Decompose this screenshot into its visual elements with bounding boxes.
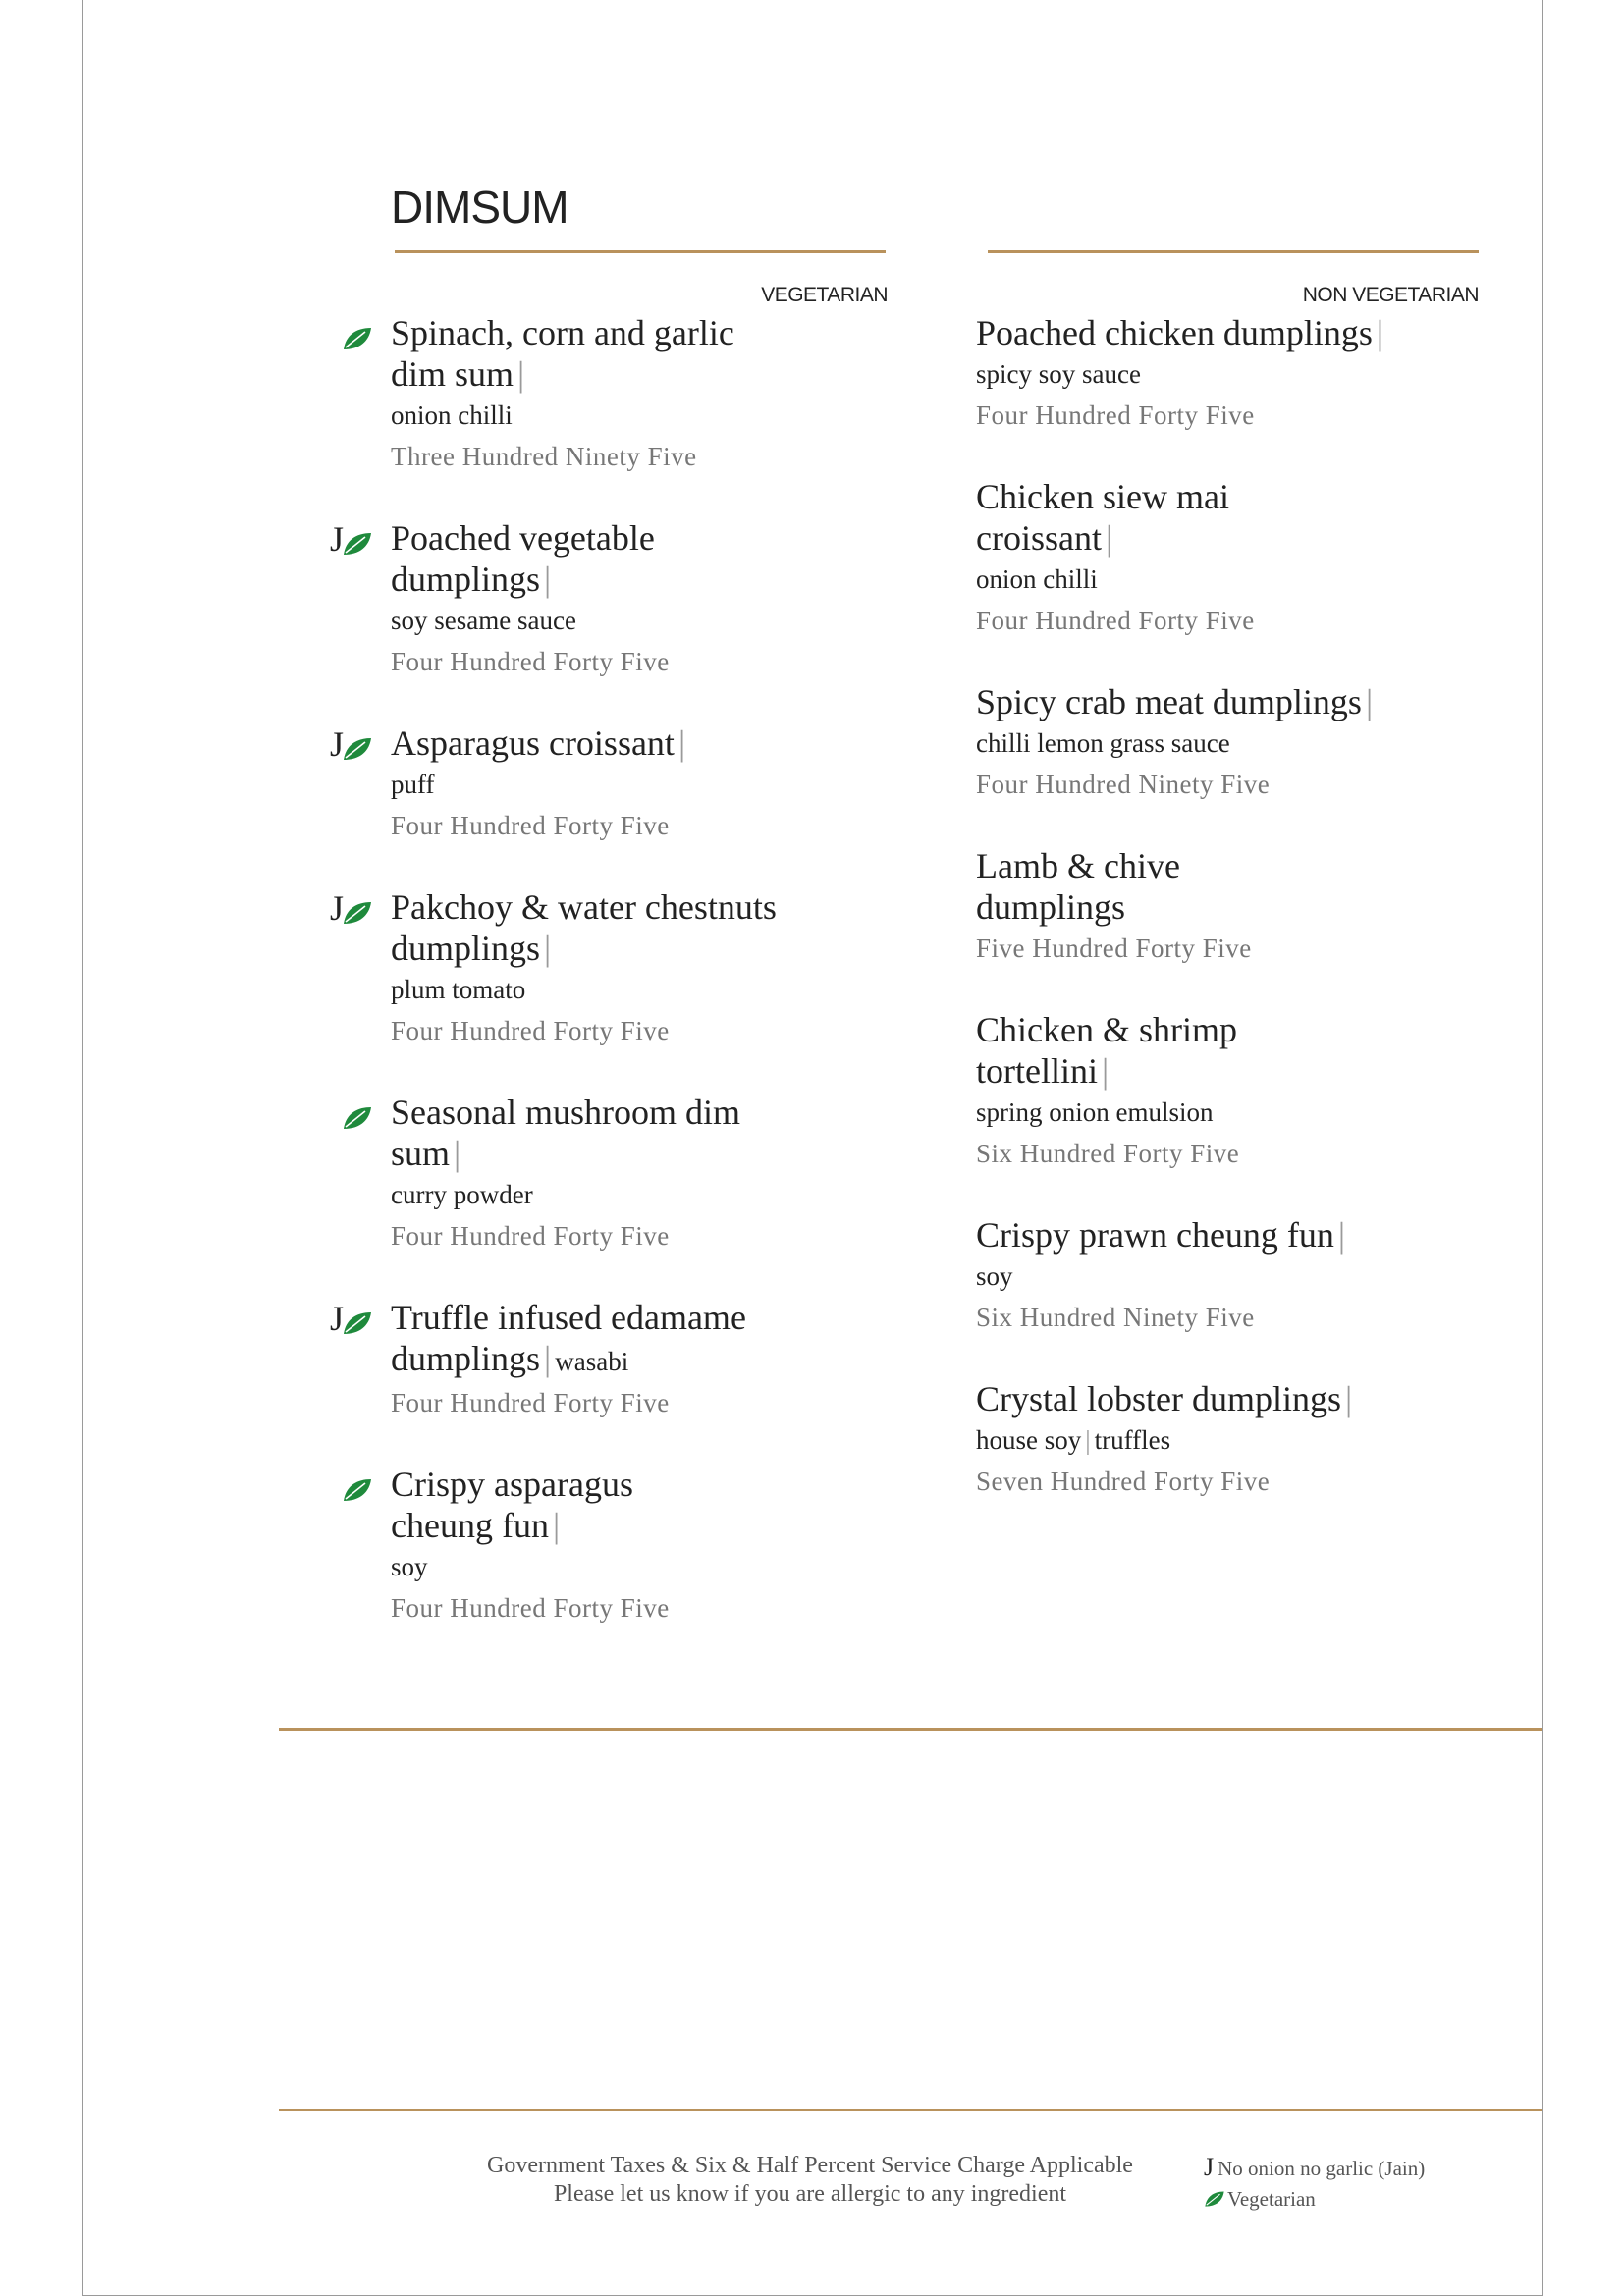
item-name: Truffle infused edamame dumplings bbox=[391, 1298, 746, 1378]
item-price: Six Hundred Ninety Five bbox=[976, 1303, 1255, 1332]
item-description: chilli lemon grass sauce bbox=[976, 728, 1230, 758]
item-price: Four Hundred Forty Five bbox=[391, 647, 670, 676]
item-name: Poached chicken dumplings bbox=[976, 313, 1373, 352]
menu-item bbox=[976, 476, 1487, 641]
separator-bar: | bbox=[517, 354, 525, 394]
separator-bar: | bbox=[544, 1339, 552, 1378]
menu-item bbox=[330, 886, 901, 1051]
item-price: Six Hundred Forty Five bbox=[976, 1139, 1240, 1168]
jain-marker: J bbox=[330, 519, 345, 559]
item-price: Four Hundred Forty Five bbox=[391, 1388, 670, 1417]
item-description: puff bbox=[391, 770, 435, 799]
menu-item bbox=[330, 517, 901, 682]
footer-divider bbox=[279, 2109, 1542, 2111]
item-name: Chicken & shrimp tortellini bbox=[976, 1010, 1237, 1091]
item-markers bbox=[330, 1466, 387, 1505]
menu-item bbox=[330, 722, 901, 846]
taxes-note: Government Taxes & Six & Half Percent Service Charge Applicable bbox=[487, 2153, 1133, 2178]
item-description: soy bbox=[391, 1552, 428, 1581]
item-price: Four Hundred Forty Five bbox=[976, 400, 1255, 430]
menu-item bbox=[391, 1092, 901, 1256]
menu-item bbox=[391, 1464, 901, 1629]
separator-bar: | bbox=[1376, 313, 1384, 352]
separator-bar: | bbox=[1085, 1425, 1091, 1455]
leaf-icon bbox=[342, 1310, 373, 1336]
item-name: Spinach, corn and garlic dim sum bbox=[391, 313, 734, 394]
separator-bar: | bbox=[1345, 1379, 1353, 1418]
veg-column-label: VEGETARIAN bbox=[761, 284, 888, 306]
leaf-icon bbox=[1204, 2190, 1225, 2208]
item-name: Crispy asparagus cheung fun bbox=[391, 1465, 633, 1545]
separator-bar: | bbox=[454, 1134, 461, 1173]
page-border-right bbox=[1542, 0, 1543, 2296]
menu-item bbox=[976, 681, 1487, 805]
item-price: Four Hundred Forty Five bbox=[391, 1593, 670, 1623]
item-name: Asparagus croissant bbox=[391, 723, 675, 763]
footer-note bbox=[432, 2152, 1188, 2209]
menu-item bbox=[391, 312, 901, 477]
item-markers bbox=[330, 1299, 387, 1338]
leaf-icon bbox=[342, 1477, 373, 1503]
menu-item bbox=[330, 1297, 901, 1423]
separator-bar: | bbox=[677, 723, 686, 763]
leaf-icon bbox=[342, 736, 373, 762]
legend-veg bbox=[1204, 2184, 1425, 2215]
separator-bar: | bbox=[544, 929, 552, 968]
item-markers bbox=[330, 888, 387, 928]
item-description: house soy bbox=[976, 1425, 1082, 1455]
page-border-left bbox=[82, 0, 83, 2296]
item-price: Four Hundred Forty Five bbox=[391, 811, 670, 840]
jain-marker: J bbox=[1204, 2153, 1215, 2181]
bottom-divider bbox=[279, 1728, 1542, 1731]
item-name: Spicy crab meat dumplings bbox=[976, 682, 1362, 721]
separator-bar: | bbox=[1337, 1215, 1346, 1255]
leaf-icon bbox=[342, 900, 373, 926]
item-price: Four Hundred Forty Five bbox=[391, 1016, 670, 1045]
item-name: Crystal lobster dumplings bbox=[976, 1379, 1341, 1418]
item-price: Four Hundred Ninety Five bbox=[976, 770, 1271, 799]
menu-item bbox=[976, 845, 1487, 969]
leaf-icon bbox=[342, 326, 373, 351]
item-name: Poached vegetable dumplings bbox=[391, 518, 655, 599]
item-name: Seasonal mushroom dim sum bbox=[391, 1093, 740, 1173]
menu-item bbox=[976, 1009, 1487, 1174]
item-description: wasabi bbox=[555, 1347, 629, 1376]
item-markers bbox=[330, 724, 387, 764]
item-description: onion chilli bbox=[976, 564, 1098, 594]
item-name: Lamb & chive dumplings bbox=[976, 846, 1180, 927]
separator-bar: | bbox=[1365, 682, 1374, 721]
item-markers bbox=[330, 1094, 387, 1133]
item-description: soy sesame sauce bbox=[391, 606, 576, 635]
legend-veg-label: Vegetarian bbox=[1227, 2187, 1316, 2211]
item-markers bbox=[330, 519, 387, 559]
nonveg-column-rule bbox=[988, 250, 1479, 253]
item-price: Four Hundred Forty Five bbox=[976, 606, 1255, 635]
menu-item bbox=[976, 312, 1487, 436]
jain-marker: J bbox=[330, 888, 345, 928]
item-price: Four Hundred Forty Five bbox=[391, 1221, 670, 1251]
leaf-icon bbox=[342, 1105, 373, 1131]
separator-bar: | bbox=[1101, 1051, 1110, 1091]
item-description: spicy soy sauce bbox=[976, 359, 1141, 389]
separator-bar: | bbox=[552, 1506, 561, 1545]
item-markers bbox=[330, 314, 387, 353]
item-name: Crispy prawn cheung fun bbox=[976, 1215, 1334, 1255]
leaf-icon bbox=[342, 531, 373, 557]
page-title: DIMSUM bbox=[391, 182, 568, 233]
nonveg-column-label: NON VEGETARIAN bbox=[1302, 284, 1479, 306]
veg-menu-column bbox=[330, 312, 901, 1669]
jain-marker: J bbox=[330, 724, 345, 764]
legend-jain bbox=[1204, 2152, 1425, 2184]
menu-item bbox=[976, 1214, 1487, 1338]
legend-jain-label: No onion no garlic (Jain) bbox=[1218, 2157, 1426, 2180]
item-price: Seven Hundred Forty Five bbox=[976, 1467, 1271, 1496]
nonveg-menu-column bbox=[976, 312, 1487, 1542]
legend bbox=[1204, 2152, 1425, 2215]
jain-marker: J bbox=[330, 1299, 345, 1338]
separator-bar: | bbox=[544, 560, 552, 599]
menu-item bbox=[976, 1378, 1487, 1502]
separator-bar: | bbox=[1105, 518, 1113, 558]
item-price: Five Hundred Forty Five bbox=[976, 934, 1252, 963]
item-description: plum tomato bbox=[391, 975, 526, 1004]
item-description: soy bbox=[976, 1261, 1013, 1291]
item-description: onion chilli bbox=[391, 400, 513, 430]
item-description-extra: truffles bbox=[1094, 1425, 1171, 1455]
item-name: Pakchoy & water chestnuts dumplings bbox=[391, 887, 777, 968]
item-description: spring onion emulsion bbox=[976, 1097, 1214, 1127]
item-price: Three Hundred Ninety Five bbox=[391, 442, 697, 471]
allergy-note: Please let us know if you are allergic to any ingredient bbox=[553, 2181, 1067, 2207]
item-name: Chicken siew mai croissant bbox=[976, 477, 1229, 558]
item-description: curry powder bbox=[391, 1180, 533, 1209]
veg-column-rule bbox=[395, 250, 886, 253]
